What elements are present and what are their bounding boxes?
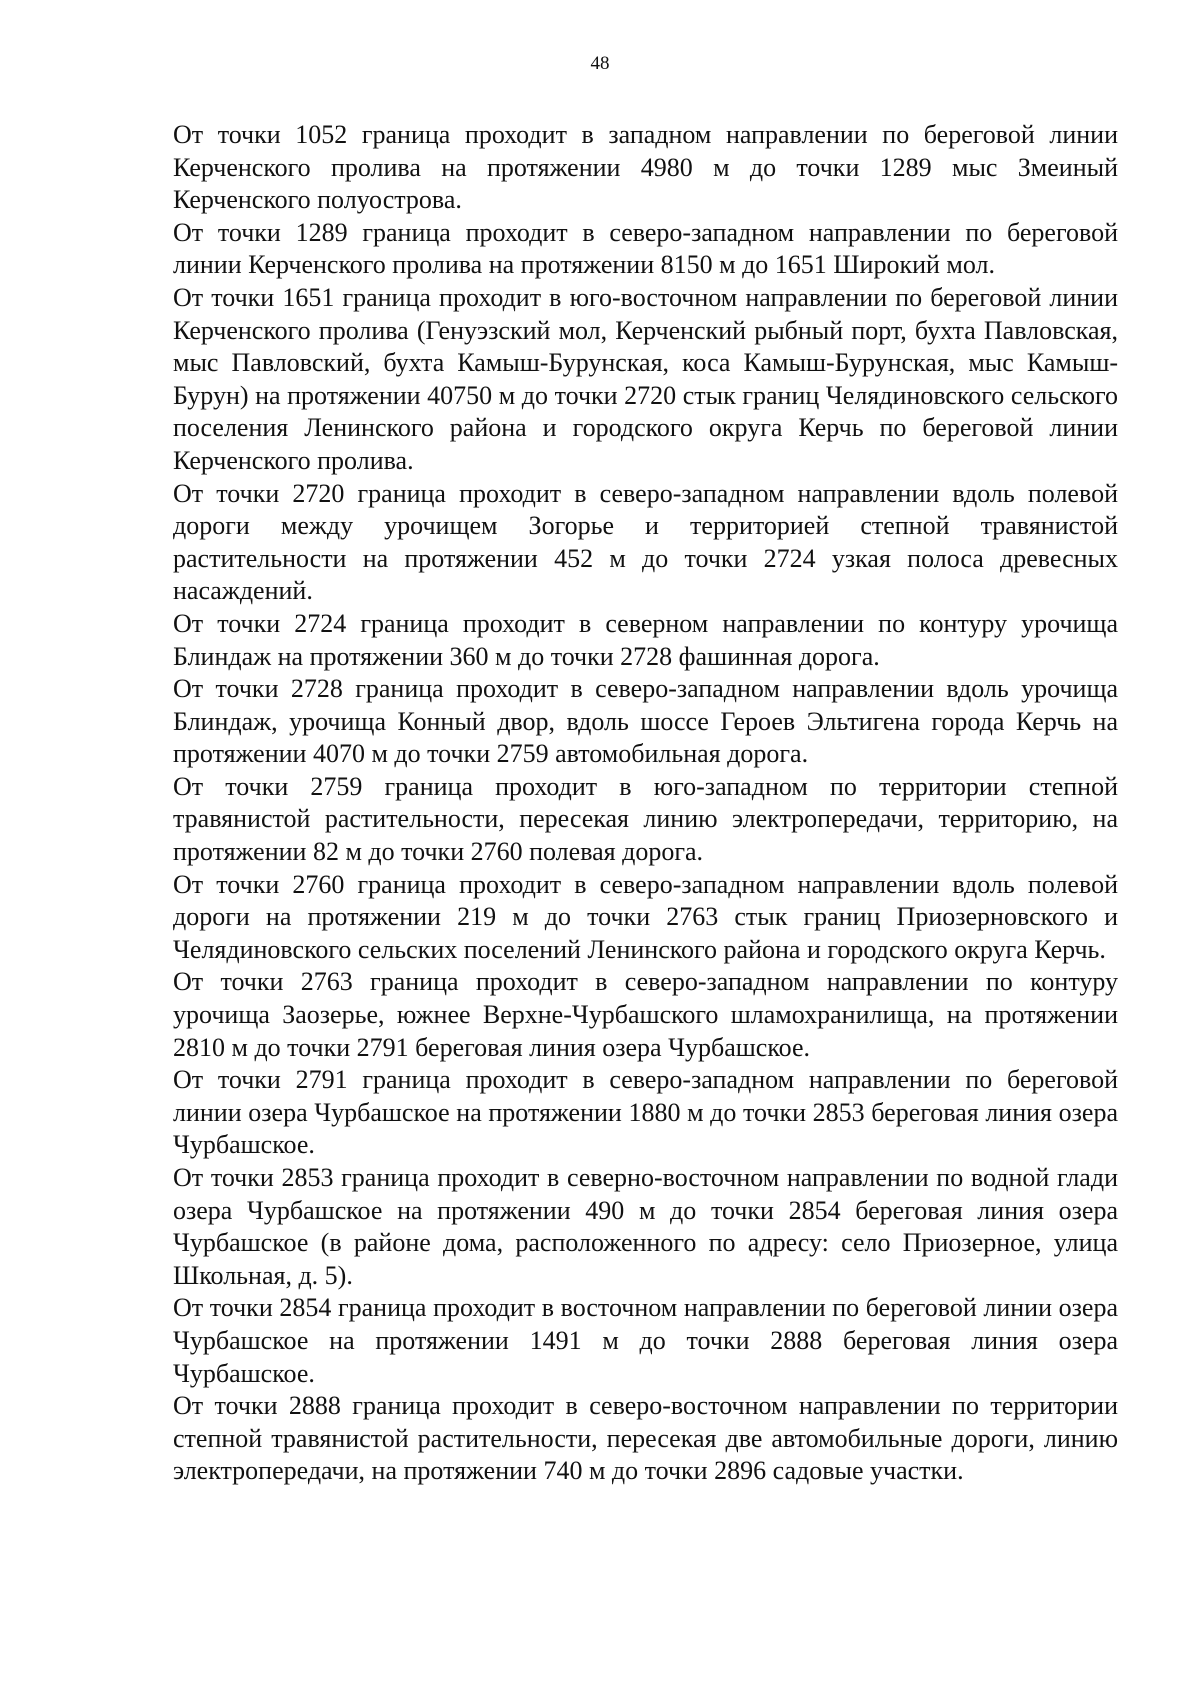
- paragraph-11: От точки 2853 граница проходит в северно-восточном направлении по водной глади озера Чурбашское на протяжении 490 м до точки 2854 береговая линия озера Чурбашское (в районе дома, расположенного по адресу: село Приозерное, улица Школьная, д. 5).: [173, 1163, 1118, 1290]
- paragraph-9: От точки 2763 граница проходит в северо-западном направлении по контуру урочища Заозерье, южнее Верхне-Чурбашского шламохранилища, на протяжении 2810 м до точки 2791 береговая линия озера Чурбашское.: [173, 967, 1118, 1062]
- paragraph-4: От точки 2720 граница проходит в северо-западном направлении вдоль полевой дороги между урочищем Зогорье и территорией степной травянистой растительности на протяжении 452 м до точки 2724 узкая полоса древесных насаждений.: [173, 478, 1118, 606]
- document-body: [173, 119, 1118, 1488]
- paragraph-3: От точки 1651 граница проходит в юго-восточном направлении по береговой линии Керченского пролива (Генуэзский мол, Керченский рыбный порт, бухта Павловская, мыс Павловский, бухта Камыш-Бурунская, коса Камыш-Бурунская, мыс Камыш-Бурун) на протяжении 40750 м до точки 2720 стык границ Челядиновского сельского поселения Ленинского района и городского округа Керчь по береговой линии Керченского пролива.: [173, 282, 1118, 475]
- paragraph-1: От точки 1052 граница проходит в западном направлении по береговой линии Керченского пролива на протяжении 4980 м до точки 1289 мыс Змеиный Керченского полуострова.: [173, 120, 1118, 215]
- paragraph-7: От точки 2759 граница проходит в юго-западном по территории степной травянистой растительности, пересекая линию электропередачи, территорию, на протяжении 82 м до точки 2760 полевая дорога.: [173, 771, 1118, 867]
- paragraph-12: От точки 2854 граница проходит в восточном направлении по береговой линии озера Чурбашское на протяжении 1491 м до точки 2888 береговая линия озера Чурбашское.: [173, 1293, 1118, 1388]
- paragraph-10: От точки 2791 граница проходит в северо-западном направлении по береговой линии озера Чурбашское на протяжении 1880 м до точки 2853 береговая линия озера Чурбашское.: [173, 1065, 1118, 1160]
- paragraph-6: От точки 2728 граница проходит в северо-западном направлении вдоль урочища Блиндаж, урочища Конный двор, вдоль шоссе Героев Эльтигена города Керчь на протяжении 4070 м до точки 2759 автомобильная дорога.: [173, 674, 1118, 769]
- page-number: 48: [590, 53, 610, 74]
- paragraph-2: От точки 1289 граница проходит в северо-западном направлении по береговой линии Керченского пролива на протяжении 8150 м до 1651 Широкий мол.: [173, 217, 1118, 280]
- paragraph-8: От точки 2760 граница проходит в северо-западном направлении вдоль полевой дороги на протяжении 219 м до точки 2763 стык границ Приозерновского и Челядиновского сельских поселений Ленинского района и городского округа Керчь.: [173, 869, 1118, 964]
- paragraph-13: От точки 2888 граница проходит в северо-восточном направлении по территории степной травянистой растительности, пересекая две автомобильные дороги, линию электропередачи, на протяжении 740 м до точки 2896 садовые участки.: [173, 1391, 1118, 1486]
- paragraph-5: От точки 2724 граница проходит в северном направлении по контуру урочища Блиндаж на протяжении 360 м до точки 2728 фашинная дорога.: [173, 608, 1118, 671]
